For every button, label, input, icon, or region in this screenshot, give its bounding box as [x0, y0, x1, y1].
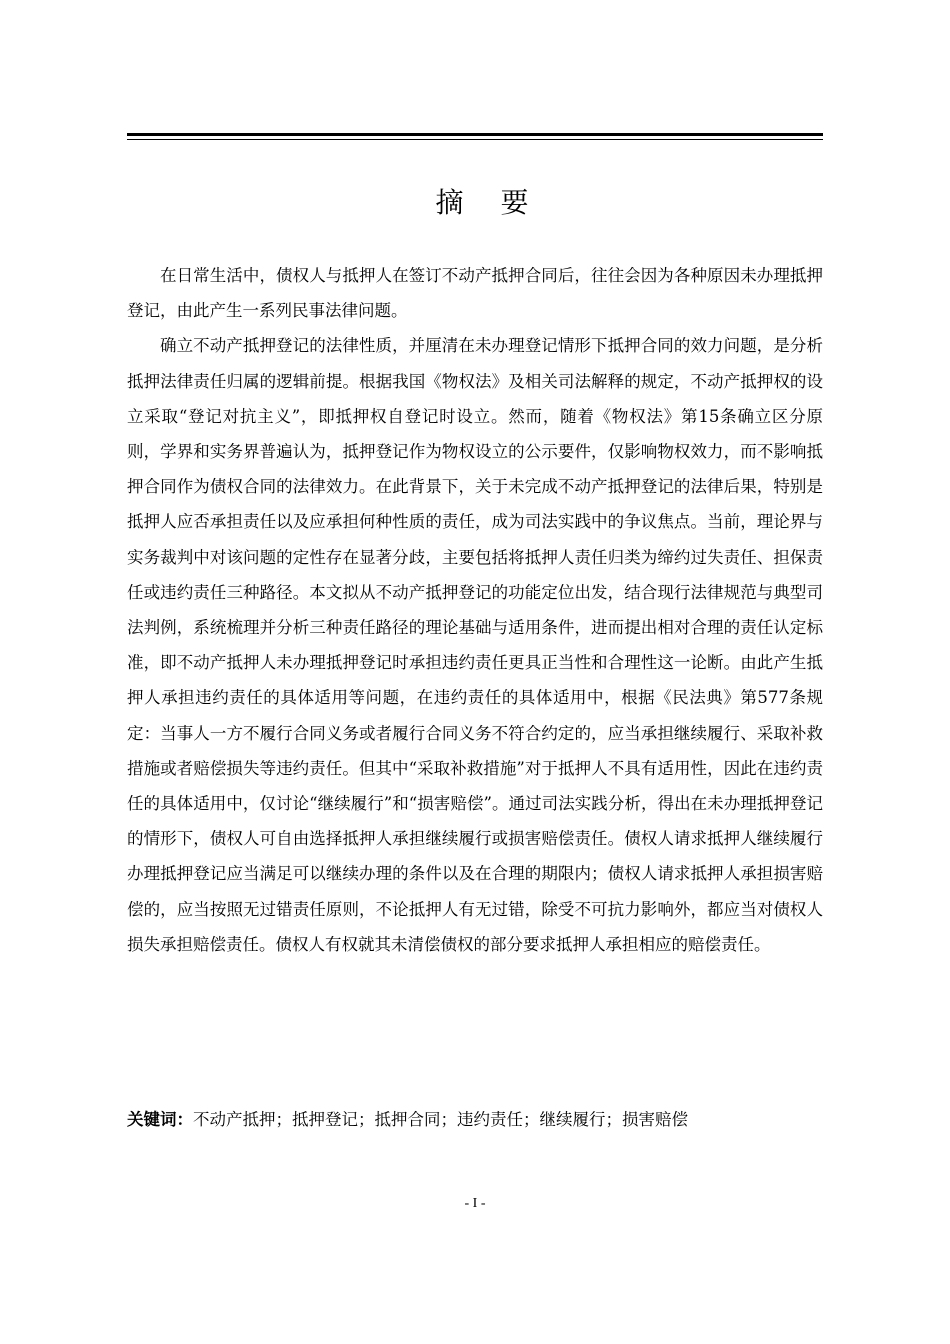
keywords-line	[127, 1104, 823, 1136]
abstract-body	[127, 258, 823, 962]
header-rule-thin	[127, 139, 823, 140]
keywords-label: 关键词：	[127, 1110, 193, 1129]
keywords-list: 不动产抵押；抵押登记；抵押合同；违约责任；继续履行；损害赔偿	[193, 1110, 688, 1129]
abstract-paragraph-2: 确立不动产抵押登记的法律性质，并厘清在未办理登记情形下抵押合同的效力问题，是分析抵押法律责任归属的逻辑前提。根据我国《物权法》及相关司法解释的规定，不动产抵押权的设立采取“登记对抗主义”，即抵押权自登记时设立。然而，随着《物权法》第15条确立区分原则，学界和实务界普遍认为，抵押登记作为物权设立的公示要件，仅影响物权效力，而不影响抵押合同作为债权合同的法律效力。在此背景下，关于未完成不动产抵押登记的法律后果，特别是抵押人应否承担责任以及应承担何种性质的责任，成为司法实践中的争议焦点。当前，理论界与实务裁判中对该问题的定性存在显著分歧，主要包括将抵押人责任归类为缔约过失责任、担保责任或违约责任三种路径。本文拟从不动产抵押登记的功能定位出发，结合现行法律规范与典型司法判例，系统梳理并分析三种责任路径的理论基础与适用条件，进而提出相对合理的责任认定标准，即不动产抵押人未办理抵押登记时承担违约责任更具正当性和合理性这一论断。由此产生抵押人承担违约责任的具体适用等问题，在违约责任的具体适用中，根据《民法典》第577条规定：当事人一方不履行合同义务或者履行合同义务不符合约定的，应当承担继续履行、采取补救措施或者赔偿损失等违约责任。但其中“采取补救措施”对于抵押人不具有适用性，因此在违约责任的具体适用中，仅讨论“继续履行”和“损害赔偿”。通过司法实践分析，得出在未办理抵押登记的情形下，债权人可自由选择抵押人承担继续履行或损害赔偿责任。债权人请求抵押人继续履行办理抵押登记应当满足可以继续办理的条件以及在合理的期限内；债权人请求抵押人承担损害赔偿的，应当按照无过错责任原则，不论抵押人有无过错，除受不可抗力影响外，都应当对债权人损失承担赔偿责任。债权人有权就其未清偿债权的部分要求抵押人承担相应的赔偿责任。	[127, 336, 823, 954]
abstract-title: 摘 要	[435, 186, 543, 219]
abstract-paragraph-1: 在日常生活中，债权人与抵押人在签订不动产抵押合同后，往往会因为各种原因未办理抵押登记，由此产生一系列民事法律问题。	[127, 266, 823, 321]
header-rule-thick	[127, 133, 823, 136]
page-number: - I -	[464, 1196, 486, 1211]
